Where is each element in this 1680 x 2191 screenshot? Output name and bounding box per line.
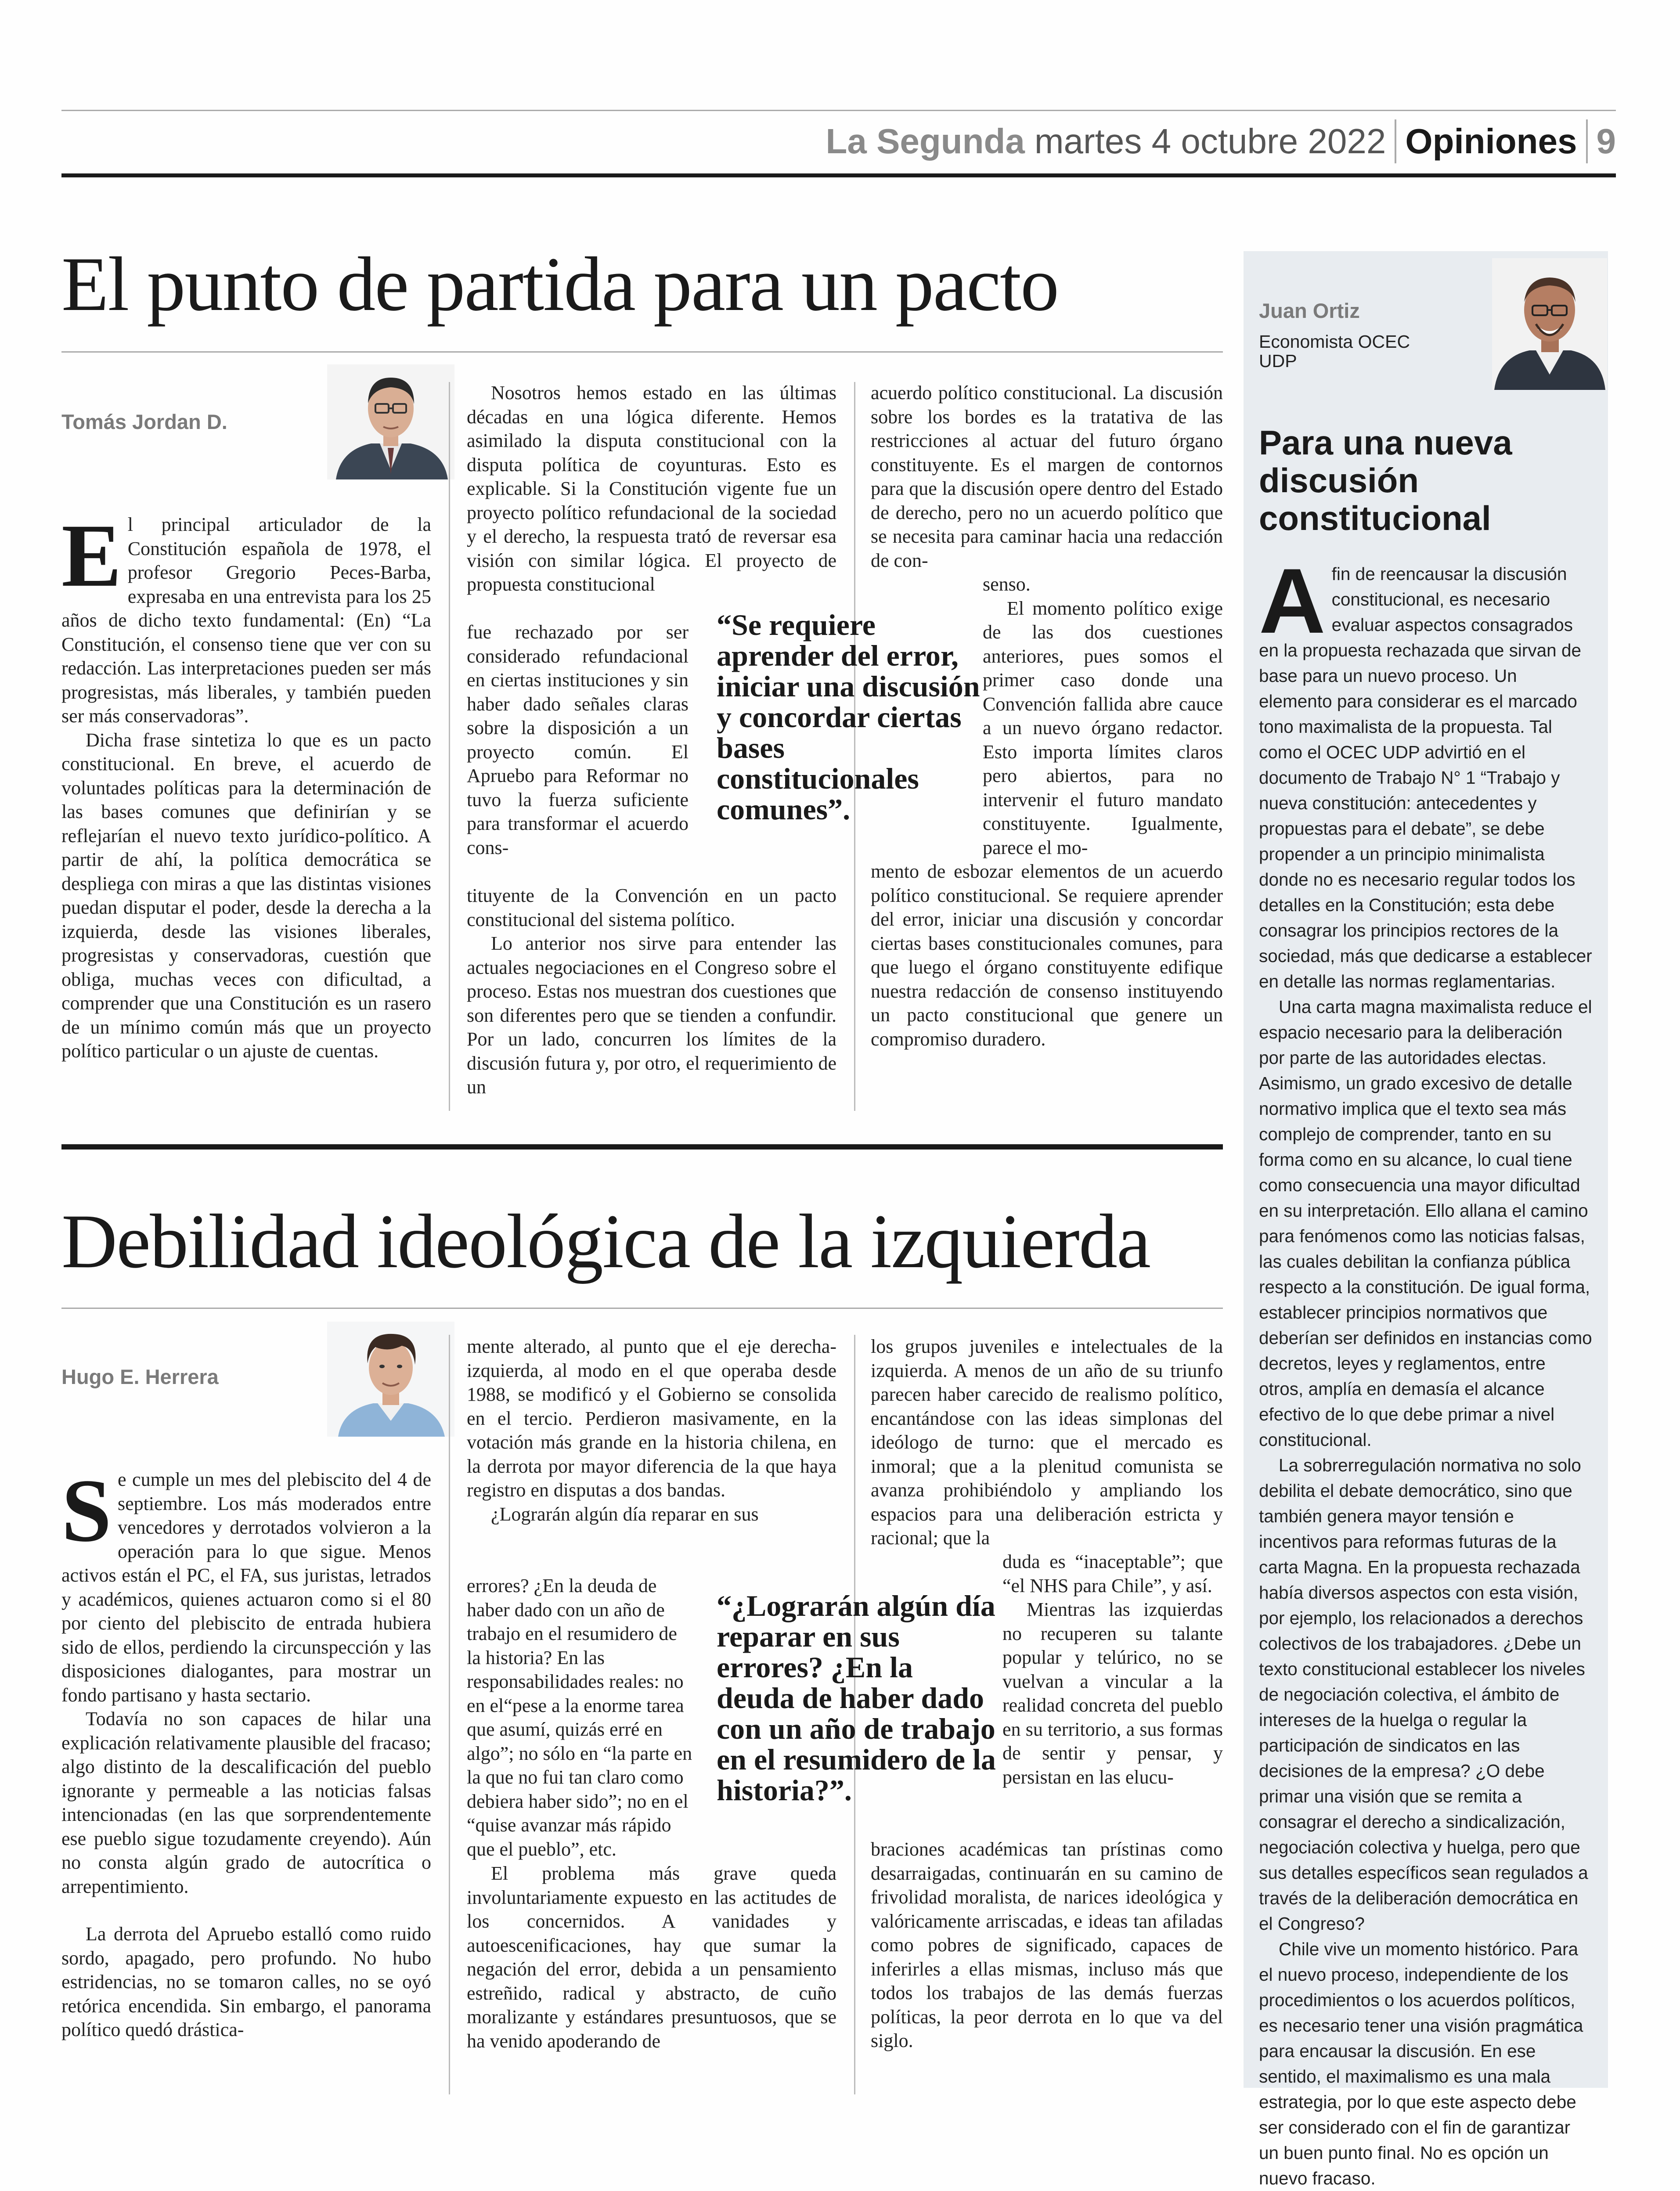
sidebar-author: Juan Ortiz [1259, 299, 1360, 322]
issue-date: martes 4 octubre 2022 [1034, 122, 1386, 161]
article1-paragraph: mento de esbozar elementos de un acuerdo político constitucional. Se requiere aprender del error, iniciar una discusión y concordar ciertas bases constitucionales comunes, para que luego el órgano constituyente edifique nuestra redacción de consenso instituyendo un pacto constitucional que genere un compromiso duradero. [871, 861, 1223, 1050]
sidebar-paragraph [1259, 549, 1593, 994]
article2-column-2-bottom [467, 1862, 836, 2053]
sidebar-author-role: Economista OCEC UDP [1259, 332, 1410, 371]
article2-column-3-bottom [871, 1838, 1223, 2053]
article-divider [61, 1144, 1223, 1150]
sidebar-paragraph: La sobrerregulación normativa no solo debilita el debate democrático, sino que también genera mayor tensión e incentivos para reformas futuras de la carta Magna. En la propuesta rechazada había diversos aspectos con esta visión, por ejemplo, los relacionados a derechos colectivos de los trabajadores. ¿Debe un texto constitucional establecer los niveles de negociación colectiva, el ámbito de intereses de la huelga o regular la participación de sindicatos en las decisiones de la empresa? ¿O debe primar una visión que se remita a consagrar el derecho a sindicalización, negociación colectiva y huelga, pero que sus detalles específicos sean regulados a través de la deliberación democrática en el Congreso? [1259, 1455, 1588, 1934]
article2-paragraph: duda es “inaceptable”; que “el NHS para Chile”, y así. [1002, 1551, 1223, 1596]
masthead-separator [1586, 119, 1588, 163]
portrait-illustration [1492, 258, 1607, 390]
author-photo-tomas-jordan [327, 364, 454, 479]
masthead-separator [1395, 119, 1396, 163]
article1-pullquote: “Se requiere aprender del error, iniciar una discusión y concordar ciertas bases constitucionales comunes”. [717, 608, 980, 826]
article2-paragraph: mente alterado, al punto que el eje derecha-izquierda, al modo en el que operaba desde 1988, se modificó y el Gobierno se consolida en el tercio. Perdieron masivamente, en la votación más grande en la historia chilena, en la derrota por mayor diferencia de la que haya registro en disputas a dos bandas. [467, 1336, 836, 1501]
author-photo-hugo-herrera [327, 1322, 454, 1437]
article1-paragraph: fue rechazado por ser considerado refundacional en ciertas instituciones y sin haber dado señales claras sobre la disposición a un proyecto común. El Apruebo para Reformar no tuvo la fuerza suficiente para transformar el acuerdo cons- [467, 621, 689, 858]
article2-paragraph: braciones académicas tan prístinas como desarraigadas, continuarán en su camino de frivolidad moralista, de narices ideológica y valóricamente arriscadas, e ideas tan afiladas como pobres de significado, capaces de inferirles a ellas mismas, incluso más que todos los trabajos de las demás fuerzas políticas, la peor derrota en lo que va del siglo. [871, 1838, 1223, 2051]
newspaper-name: La Segunda [826, 122, 1025, 161]
article2-pullquote: “¿Lograrán algún día reparar en sus errores? ¿En la deuda de haber dado con un año de trabajo en el resumidero de la historia?”. [717, 1589, 996, 1807]
sidebar-headline: Para una nueva discusión constitucional [1259, 423, 1512, 537]
article1-paragraph: Nosotros hemos estado en las últimas décadas en una lógica diferente. Hemos asimilado la disputa constitucional con la disputa política de coyunturas. Esto es explicable. Si la Constitución vigente fue un proyecto político refundacional de la sociedad y el derecho, la respuesta trató de reversar esa visión con similar lógica. El proyecto de propuesta constitucional [467, 382, 836, 595]
article2-paragraph: La derrota del Apruebo estalló como ruido sordo, apagado, pero profundo. No hubo estridencias, no se tomaron calles, no se oyó retórica encendida. Sin embargo, el panorama político quedó drástica- [61, 1923, 431, 2040]
article2-column-2-top [467, 1335, 836, 1526]
article2-paragraph: El problema más grave queda involuntariamente expuesto en las actitudes de los concernidos. A vanidades y autoescenificaciones, hay que sumar la negación del error, debida a un pensamiento estreñido, radical y abstracto, de cuño moralizante y estándares presuntuosos, que se ha venido apoderando de [467, 1863, 836, 2052]
article1-column-3-top [871, 381, 1223, 573]
masthead-top-rule [61, 110, 1616, 111]
article2-paragraph: ¿Lograrán algún día reparar en sus [491, 1503, 759, 1525]
article2-paragraph: errores? ¿En la deuda de haber dado con un año de trabajo en el resumidero de la historia? En las responsabilidades reales: no en el“pese a la enorme tarea que asumí, quizás erré en algo”; no sólo en “la parte en la que no fui tan claro como debiera haber sido”; no en el “quise avanzar más rápido que el pueblo”, etc. [467, 1575, 692, 1860]
article1-paragraph: Dicha frase sintetiza lo que es un pacto constitucional. En breve, el acuerdo de voluntades políticas para la determinación de las bases comunes que definirían y se reflejarían el nuevo texto jurídico-político. A partir de ahí, la política democrática se despliega con miras a que las distintas visiones puedan disputar el poder, desde la derecha a la izquierda, desde las visiones liberales, progresistas y conservadoras, cuestión que obliga, muchas veces con dificultad, a comprender que una Constitución es un rasero de un mínimo común más que un proyecto político particular o un ajuste de cuentas. [61, 729, 431, 1062]
column-separator [449, 382, 450, 1111]
article1-column-1 [61, 506, 431, 1063]
article1-paragraph [61, 506, 431, 728]
article1-author: Tomás Jordan D. [61, 410, 227, 433]
masthead-bottom-rule [61, 173, 1616, 177]
portrait-illustration [327, 1322, 454, 1437]
portrait-illustration [327, 364, 454, 479]
article2-paragraph: Mientras las izquierdas no recuperen su talante popular y telúrico, no se vuelvan a vincular a la realidad concreta del pueblo en su territorio, a sus formas de sentir y pensar, y persistan en las elucu- [1002, 1599, 1223, 1788]
article1-paragraph-text: l principal articulador de la Constitución española de 1978, el profesor Gregorio Peces-Barba, expresaba en una entrevista para los 25 años de dicho texto fundamental: (En) “La Constitución, el consenso tiene que ver con su redacción. Las interpretaciones pueden ser más progresistas, más liberales, y también pueden ser más conservadoras”. [61, 514, 431, 727]
article1-column-3-bottom [871, 860, 1223, 1051]
article2-column-3-narrow [1002, 1550, 1223, 1789]
article2-dropcap: S [61, 1461, 112, 1560]
page-number: 9 [1596, 122, 1616, 161]
article1-dropcap: E [61, 506, 122, 605]
article2-column-1 [61, 1461, 431, 2042]
section-name: Opiniones [1405, 122, 1577, 161]
article2-paragraph [61, 1461, 431, 1707]
article1-paragraph: El momento político exige de las dos cuestiones anteriores, pues somos el primer caso donde una Convención fallida abre cauce a un nuevo órgano redactor. Esto importa límites claros pero abiertos, para no intervenir el futuro mandato constituyente. Igualmente, parece el mo- [983, 597, 1223, 858]
article1-paragraph: acuerdo político constitucional. La discusión sobre los bordes es la tratativa de las restricciones al actuar del futuro órgano constituyente. Es el margen de contornos para que la discusión opere dentro del Estado de derecho, pero no un acuerdo político que se necesita para caminar hacia una redacción de con- [871, 382, 1223, 571]
masthead [826, 115, 1616, 168]
article1-column-2-bottom [467, 884, 836, 1099]
article1-paragraph: Lo anterior nos sirve para entender las actuales negociaciones en el Congreso sobre el proceso. Estas nos muestran dos cuestiones que son diferentes pero que se tienden a confundir. Por un lado, concurren los límites de la discusión futura y, por otro, el requerimiento de un [467, 933, 836, 1098]
article2-headline: Debilidad ideológica de la izquierda [61, 1199, 1150, 1284]
article2-paragraph: los grupos juveniles e intelectuales de la izquierda. A menos de un año de su triunfo parecen haber carecido de realismo político, encantándose con las ideas simplonas del ideólogo de turno: que el mercado es inmoral; que a la plenitud comunista se avanza prohibiéndolo y ampliando los espacios para una deliberación estricta y racional; que la [871, 1336, 1223, 1549]
sidebar-body [1259, 549, 1593, 2191]
article1-column-2-top [467, 381, 836, 597]
article1-headline: El punto de partida para un pacto [61, 241, 1059, 327]
sidebar-paragraph: Chile vive un momento histórico. Para el nuevo proceso, independiente de los procedimientos o los acuerdos políticos, es necesario tener una visión pragmática para encausar la discusión. En ese sentido, el maximalismo es una mala estrategia, por lo que este aspecto debe ser considerado con el fin de garantizar un buen punto final. No es opción un nuevo fracaso. [1259, 1939, 1583, 2188]
article2-paragraph-text: e cumple un mes del plebiscito del 4 de septiembre. Los más moderados entre vencedores y derrotados volvieron a la operación para lo que sigue. Menos activos están el PC, el FA, sus juristas, letrados y académicos, quienes actuaron como si el 80 por ciento del plebiscito de entrada hubiera sido de ellos, perdiendo la circunspección y las disposiciones dialogantes, para mostrar un fondo partisano y hasta sectario. [61, 1469, 431, 1706]
article1-column-2-narrow [467, 620, 689, 860]
article2-paragraph: Todavía no son capaces de hilar una explicación relativamente plausible del fracaso; algo distinto de la descalificación del pueblo ignorante y permeable a las noticias falsas intencionadas (en las que sorprendentemente ese pueblo sigue tozudamente creyendo). Aún no consta algún grado de autocrítica o arrepentimiento. [61, 1708, 431, 1897]
sidebar-paragraph: Una carta magna maximalista reduce el espacio necesario para la deliberación por parte de las autoridades electas. Asimismo, un grado excesivo de detalle normativo implica que el texto sea más complejo de comprender, tanto en su forma como en su alcance, lo cual tiene como consecuencia una mayor dificultad en su interpretación. Ello allana el camino para fenómenos como las noticias falsas, las cuales debilitan la confianza pública respecto a la constitución. De igual forma, establecer principios normativos que deberían ser definidos en instancias como decretos, leyes y reglamentos, entre otros, amplía en demasía el alcance efectivo de lo que debe primar a nivel constitucional. [1259, 997, 1592, 1450]
column-separator [449, 1335, 450, 2094]
author-photo-juan-ortiz [1492, 258, 1607, 390]
article2-rule [61, 1308, 1223, 1309]
article1-column-3-narrow [983, 573, 1223, 860]
article1-paragraph: senso. [983, 573, 1031, 595]
sidebar-paragraph-text: fin de reencausar la discusión constitucional, es necesario evaluar aspectos consagrados en la propuesta rechazada que sirvan de base para un nuevo proceso. Un elemento para considerar es el marcado tono maximalista de la propuesta. Tal como el OCEC UDP advirtió en el documento de Trabajo N° 1 “Trabajo y nueva constitución: antecedentes y propuestas para el debate”, se debe propender a un principio minimalista donde no es necesario regular todos los detalles en la Constitución; esta debe consagrar los principios rectores de la sociedad, más que dedicarse a establecer en detalle las normas reglamentarias. [1259, 564, 1592, 991]
sidebar-dropcap: A [1259, 549, 1326, 652]
article1-paragraph: tituyente de la Convención en un pacto constitucional del sistema político. [467, 885, 836, 930]
article2-column-2-narrow [467, 1574, 695, 1861]
article1-rule [61, 351, 1223, 353]
article2-column-3-top [871, 1335, 1223, 1550]
article2-author: Hugo E. Herrera [61, 1365, 219, 1388]
